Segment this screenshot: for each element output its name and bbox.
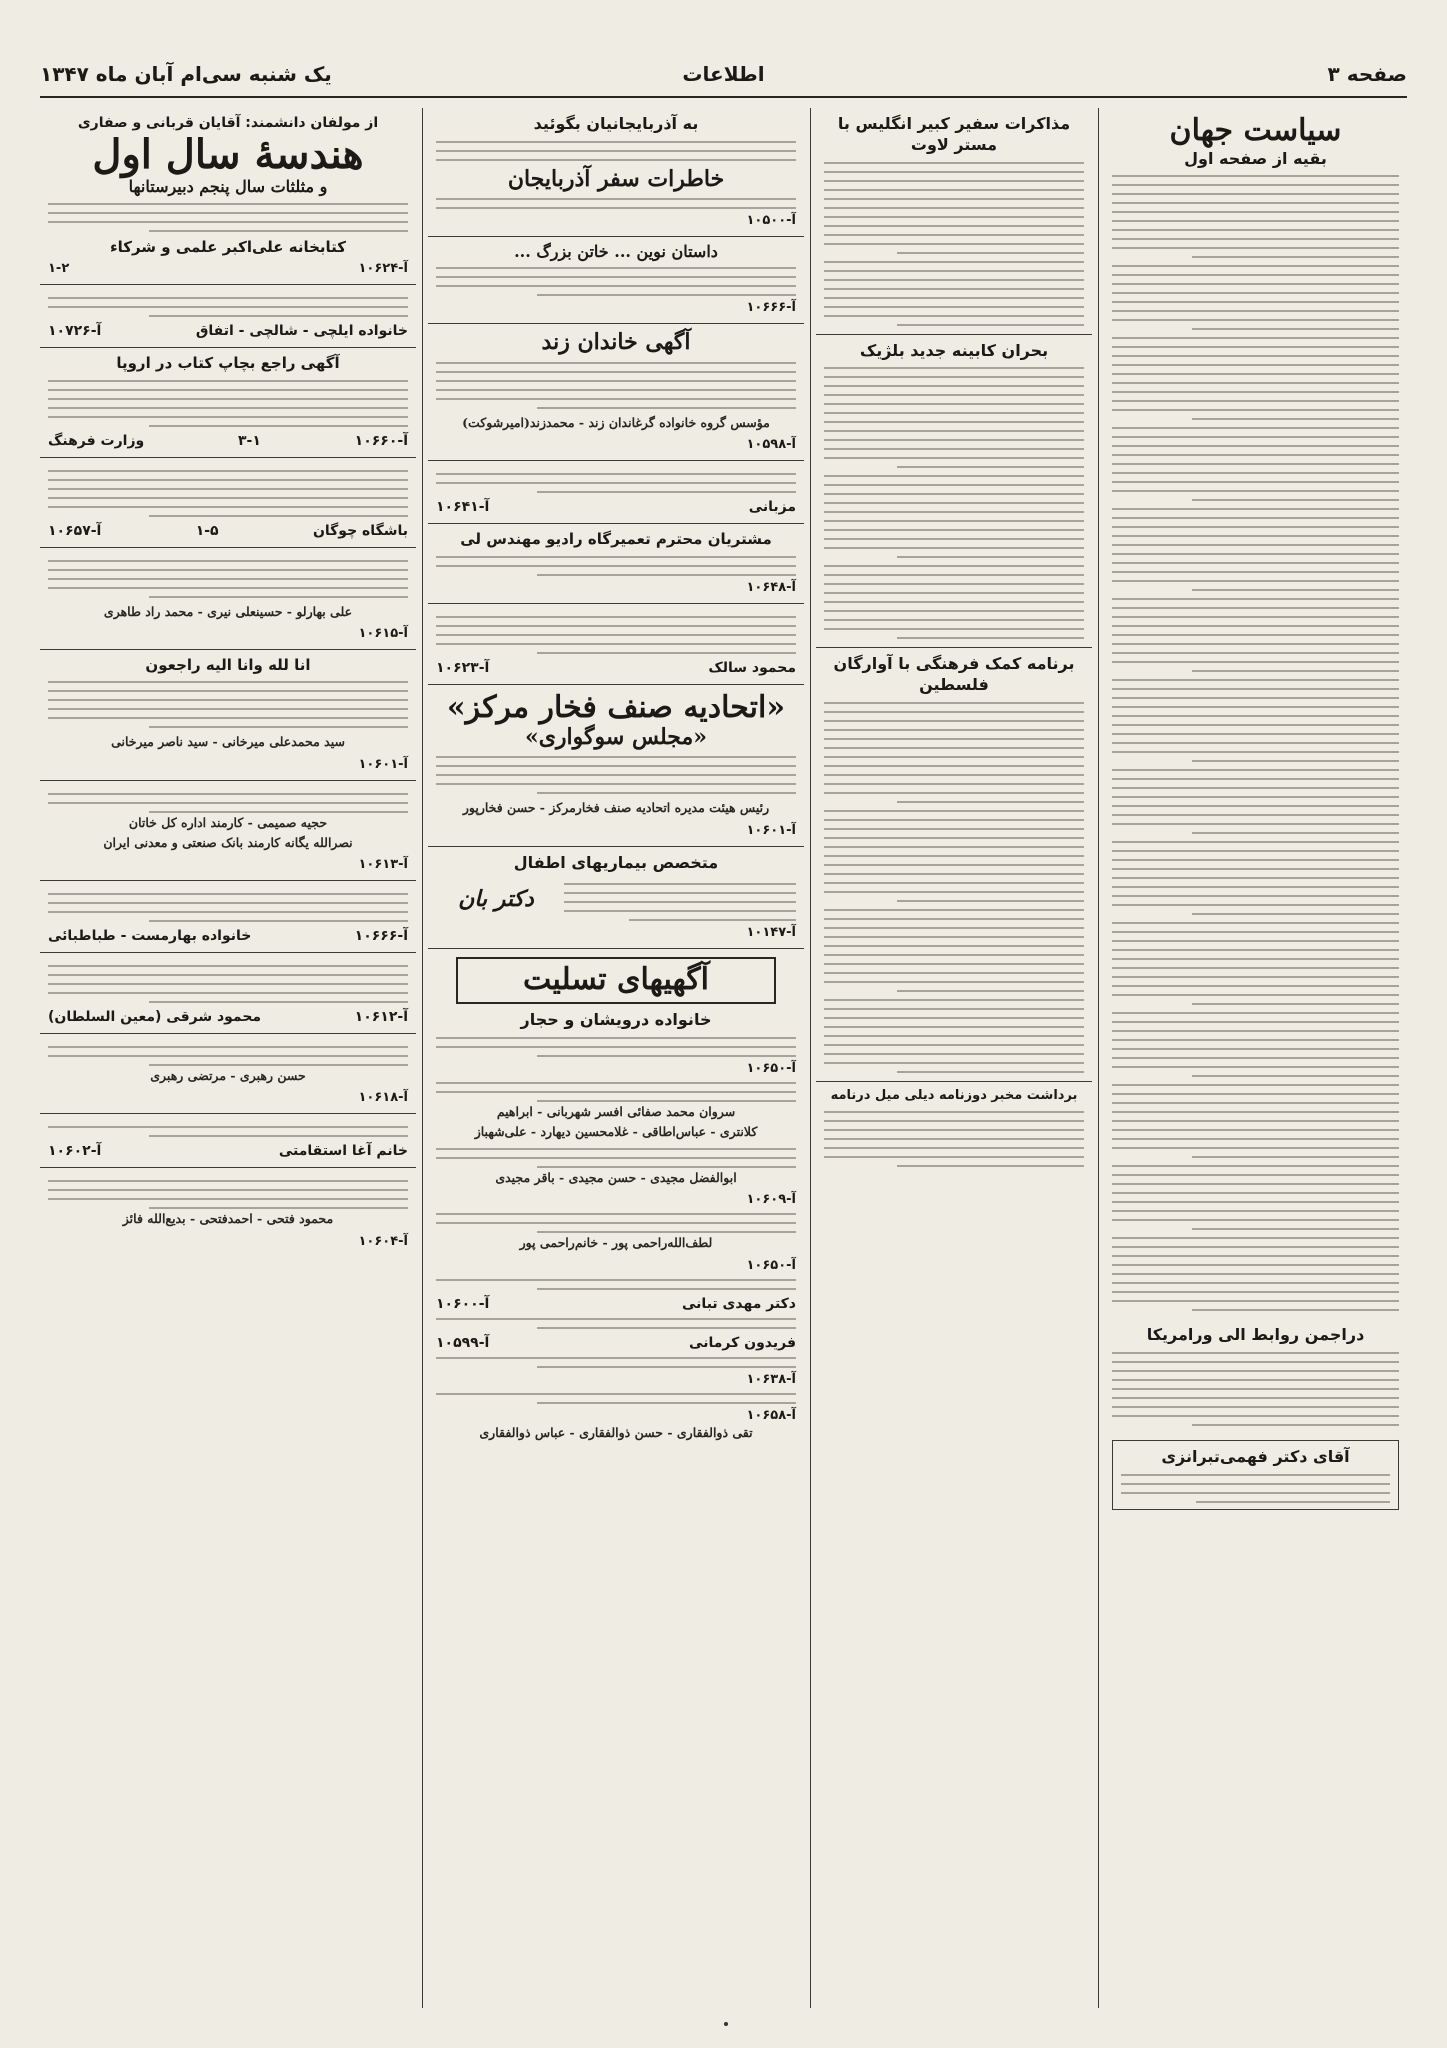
ad-title: آگهی راجع بچاپ کتاب در اروپا (116, 354, 340, 373)
ad-num: ۱-۵ (195, 522, 219, 539)
section-body (1112, 1352, 1399, 1426)
ad-signature: وزارت فرهنگ (48, 432, 145, 449)
ad-title: مشتریان محترم تعمیرگاه رادیو مهندس لی (460, 530, 772, 549)
column-world-politics (1104, 108, 1407, 2008)
ad-signature: خانم آغا استقامتی (278, 1143, 408, 1160)
ad-title: آقای دکتر فهمی‌تبرانزی (1161, 1447, 1350, 1467)
ad-title: حجیه صمیمی - کارمند اداره کل خاتان (128, 814, 328, 830)
ad-code: آ-۱۰۶۶۶ (746, 300, 796, 316)
section-heading: درا‌جمن روابط الی ورامریکا (1146, 1325, 1365, 1345)
ad-signature: سید محمدعلی میرخانی - سید ناصر میرخانی (111, 734, 345, 750)
ad-code: آ-۱۰۶۵۰ (746, 1257, 796, 1273)
ad-title: خاطرات سفر آذربایجان (507, 165, 725, 192)
ad-title: هندسهٔ سال اول (92, 131, 364, 179)
ad-signature: تقی ذوالفقاری - حسن ذوالفقاری - عباس ذوالفقاری (479, 1424, 753, 1440)
ad-code: آ-۱۰۶۵۸ (746, 1407, 796, 1423)
column-rule (422, 108, 423, 2008)
ad-code: آ-۱۰۶۵۷ (48, 522, 102, 539)
ad-code: آ-۱۰۶۰۲ (48, 1143, 102, 1160)
ad-num: ۳-۱ (237, 432, 261, 449)
ad-code: آ-۱۰۶۰۱ (358, 756, 408, 772)
ad-subtitle: و مثلثات سال پنجم دبیرستانها (128, 177, 328, 197)
ad-signature: حسن رهبری - مرتضی رهبری (150, 1068, 306, 1084)
ad-signature: محمود سالک (708, 659, 796, 676)
ad-signature: لطف‌الله‌راحمی پور - خانم‌راحمی پور (519, 1235, 713, 1251)
ad-signature: محمود شرقی (معین السلطان) (48, 1009, 262, 1026)
ad-title: آگهی خاندان زند (541, 329, 691, 356)
news-heading: برداشت مخبر دوزنامه دیلی میل درنامه (830, 1087, 1078, 1103)
ad-signature: ابوالفضل مجیدی - حسن مجیدی - باقر مجیدی (495, 1170, 737, 1186)
ad-code: آ-۱۰۶۴۸ (746, 579, 796, 595)
masthead (40, 52, 1407, 98)
ad-title: خانواده درویشان و حجار (520, 1009, 712, 1029)
column-rule (1098, 108, 1099, 2008)
ad-code: آ-۱۰۶۶۶ (354, 928, 408, 945)
ad-code: آ-۱۰۶۱۲ (354, 1009, 408, 1026)
issue-date: یک شنبه سی‌ام آبان ماه ۱۳۴۷ (40, 62, 332, 86)
ad-signature: خانواده بهارمست - طباطبائی (48, 928, 252, 945)
ad-signature: مزبانی (748, 499, 796, 516)
ad-title: داستان نوین ... خاتن بزرگ ... (514, 242, 718, 262)
news-heading: مذاکرات سفیر کبیر انگلیس با مستر لاوت (837, 114, 1071, 154)
column-ads (428, 108, 804, 2008)
ad-num: ۱-۲ (48, 261, 70, 277)
ad-kicker: از مولفان دانشمند: آقایان قربانی و صفاری (77, 115, 379, 131)
ad-code: آ-۱۰۶۲۴ (358, 261, 408, 277)
paper-name: اطلاعات (682, 62, 765, 86)
ad-title: انا لله وانا الیه راجعون (145, 655, 311, 674)
news-heading: برنامه کمک فرهنگی با آوارگان فلسطین (833, 654, 1075, 695)
ad-code: آ-۱۰۶۴۱ (436, 499, 490, 516)
ad-code: آ-۱۰۶۰۱ (746, 822, 796, 838)
ad-signature: رئیس هیئت مدیره اتحادیه صنف فخارمرکز - حسن فخارپور (462, 800, 770, 816)
ad-code: آ-۱۰۵۹۸ (746, 437, 796, 453)
ad-code: آ-۱۰۶۱۸ (358, 1090, 408, 1106)
ad-signature: خانواده ایلچی - شالچی - اتفاق (195, 323, 408, 340)
ad-code: آ-۱۰۱۴۷ (746, 925, 796, 941)
ad-title: «اتحادیه صنف فخار مرکز» (446, 689, 786, 725)
ad-code: آ-۱۰۶۱۵ (358, 625, 408, 641)
ad-kicker: به آذربایجانیان بگوئید (533, 114, 699, 133)
ad-signature: محمود فتحی - احمدفتحی - بدیع‌الله فائز (122, 1211, 334, 1227)
column-news (816, 108, 1092, 2008)
ad-signature: علی بهارلو - حسینعلی نیری - محمد راد طاهری (103, 603, 353, 619)
page-number: صفحه ۳ (1327, 62, 1407, 86)
ad-signature: نصرالله یگانه کارمند بانک صنعتی و معدنی ایران (103, 834, 353, 850)
ad-code: آ-۱۰۵۰۰ (746, 213, 796, 229)
ad-title: متخصص بیماریهای اطفال (513, 852, 719, 872)
ad-code: آ-۱۰۶۳۸ (746, 1371, 796, 1387)
ad-code: آ-۱۰۶۵۰ (746, 1060, 796, 1076)
publisher: کتابخانه علی‌اکبر علمی و شرکاء (109, 237, 347, 256)
ad-signature: فریدون کرمانی (689, 1334, 796, 1351)
ad-code: آ-۱۰۶۰۴ (358, 1233, 408, 1249)
ad-subtitle: «مجلس سوگواری» (524, 724, 708, 751)
ad-code: آ-۱۰۵۹۹ (436, 1334, 490, 1351)
ad-code: آ-۱۰۶۲۳ (436, 659, 490, 676)
article-title: سیاست جهان (1169, 113, 1342, 148)
ad-code: آ-۱۰۶۰۰ (436, 1295, 490, 1312)
ad-code: آ-۱۰۶۶۰ (354, 432, 408, 449)
ad-box (1112, 1440, 1399, 1510)
article-body (1112, 175, 1399, 1311)
ad-signature: مؤسس گروه خانواده گرغاندان زند - محمدزند(امیرشوکت) (462, 414, 770, 430)
ad-code: آ-۱۰۶۰۹ (746, 1192, 796, 1208)
column-rule (810, 108, 811, 2008)
news-heading: بحران کابینه جدید بلژیک (859, 340, 1049, 360)
doctor-name: دکتر بان (458, 885, 534, 912)
ad-signature: کلانتری - عباس‌اطاقی - غلامحسین دیهارد - علی‌شهباز (474, 1123, 758, 1139)
page-mark (724, 2022, 728, 2026)
ad-signature: سروان محمد صفائی افسر شهربانی - ابراهیم (496, 1103, 736, 1119)
ad-code: آ-۱۰۶۱۳ (358, 857, 408, 873)
ad-signature: باشگاه چوگان (312, 522, 408, 539)
ad-code: آ-۱۰۷۲۶ (48, 323, 102, 340)
article-subtitle: بقیه از صفحه اول (1184, 148, 1327, 168)
ad-signature: دکتر مهدی تبانی (682, 1295, 796, 1312)
column-notices (40, 108, 416, 2008)
section-title: آگهیهای تسلیت (456, 957, 776, 1004)
